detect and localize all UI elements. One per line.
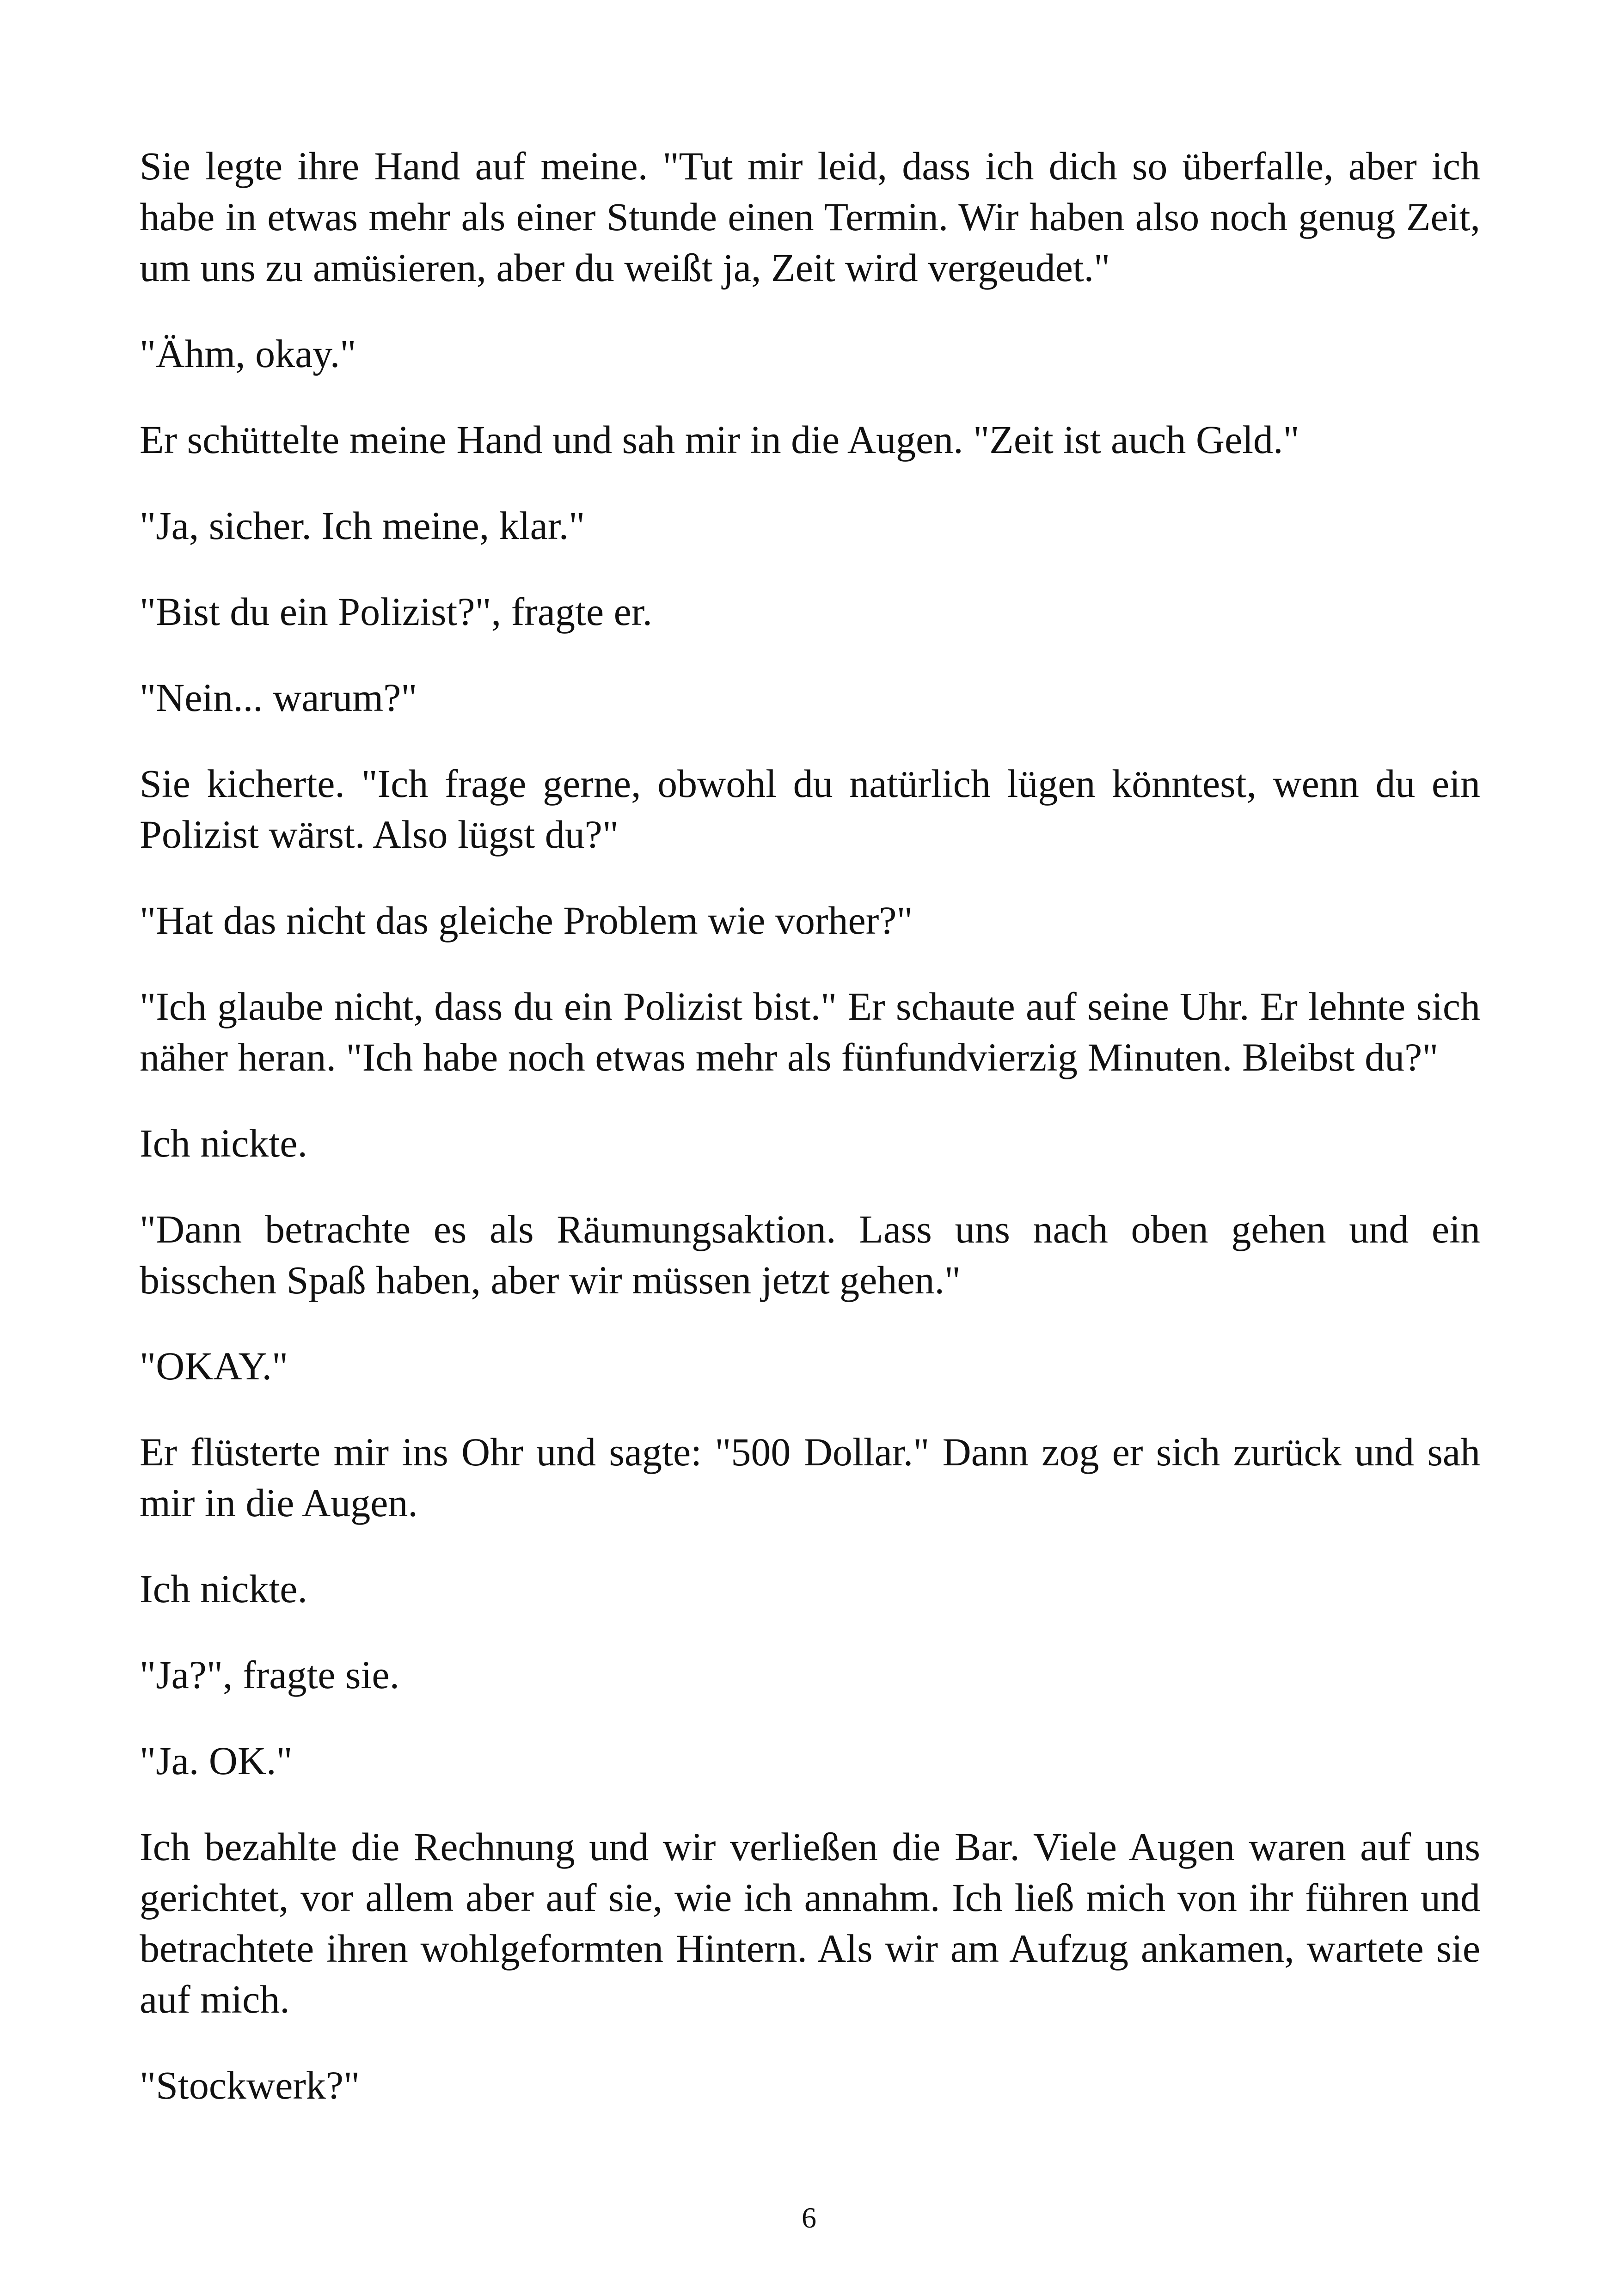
paragraph: Ich nickte.	[140, 1121, 307, 1165]
paragraph: "Stockwerk?"	[140, 2063, 360, 2107]
paragraph: "OKAY."	[140, 1344, 288, 1388]
page-body	[140, 141, 1480, 2146]
paragraph: Er flüsterte mir ins Ohr und sagte: "500 Dollar." Dann zog er sich zurück und sah mir in die Augen.	[140, 1430, 1480, 1525]
paragraph: Ich bezahlte die Rechnung und wir verließen die Bar. Viele Augen waren auf uns gerichtet, vor allem aber auf sie, wie ich annahm. Ich ließ mich von ihr führen und betrachtete ihren wohlgeformten Hintern. Als wir am Aufzug ankamen, wartete sie auf mich.	[140, 1825, 1480, 2021]
paragraph: "Bist du ein Polizist?", fragte er.	[140, 589, 653, 634]
paragraph: Er schüttelte meine Hand und sah mir in die Augen. "Zeit ist auch Geld."	[140, 417, 1299, 462]
paragraph: "Hat das nicht das gleiche Problem wie vorher?"	[140, 898, 913, 943]
paragraph: "Ja. OK."	[140, 1739, 293, 1783]
paragraph: "Ähm, okay."	[140, 331, 356, 376]
paragraph: "Nein... warum?"	[140, 675, 417, 720]
paragraph: "Ja?", fragte sie.	[140, 1653, 400, 1697]
paragraph: "Ich glaube nicht, dass du ein Polizist bist." Er schaute auf seine Uhr. Er lehnte sich näher heran. "Ich habe noch etwas mehr als fünfundvierzig Minuten. Bleibst du?"	[140, 984, 1480, 1079]
paragraph: Ich nickte.	[140, 1567, 307, 1611]
paragraph: "Ja, sicher. Ich meine, klar."	[140, 503, 585, 548]
paragraph: Sie kicherte. "Ich frage gerne, obwohl du natürlich lügen könntest, wenn du ein Polizist wärst. Also lügst du?"	[140, 761, 1480, 857]
paragraph: "Dann betrachte es als Räumungsaktion. Lass uns nach oben gehen und ein bisschen Spaß haben, aber wir müssen jetzt gehen."	[140, 1207, 1480, 1302]
paragraph: Sie legte ihre Hand auf meine. "Tut mir leid, dass ich dich so überfalle, aber ich habe in etwas mehr als einer Stunde einen Termin. Wir haben also noch genug Zeit, um uns zu amüsieren, aber du weißt ja, Zeit wird vergeudet."	[140, 144, 1480, 290]
page-number: 6	[802, 2201, 816, 2234]
